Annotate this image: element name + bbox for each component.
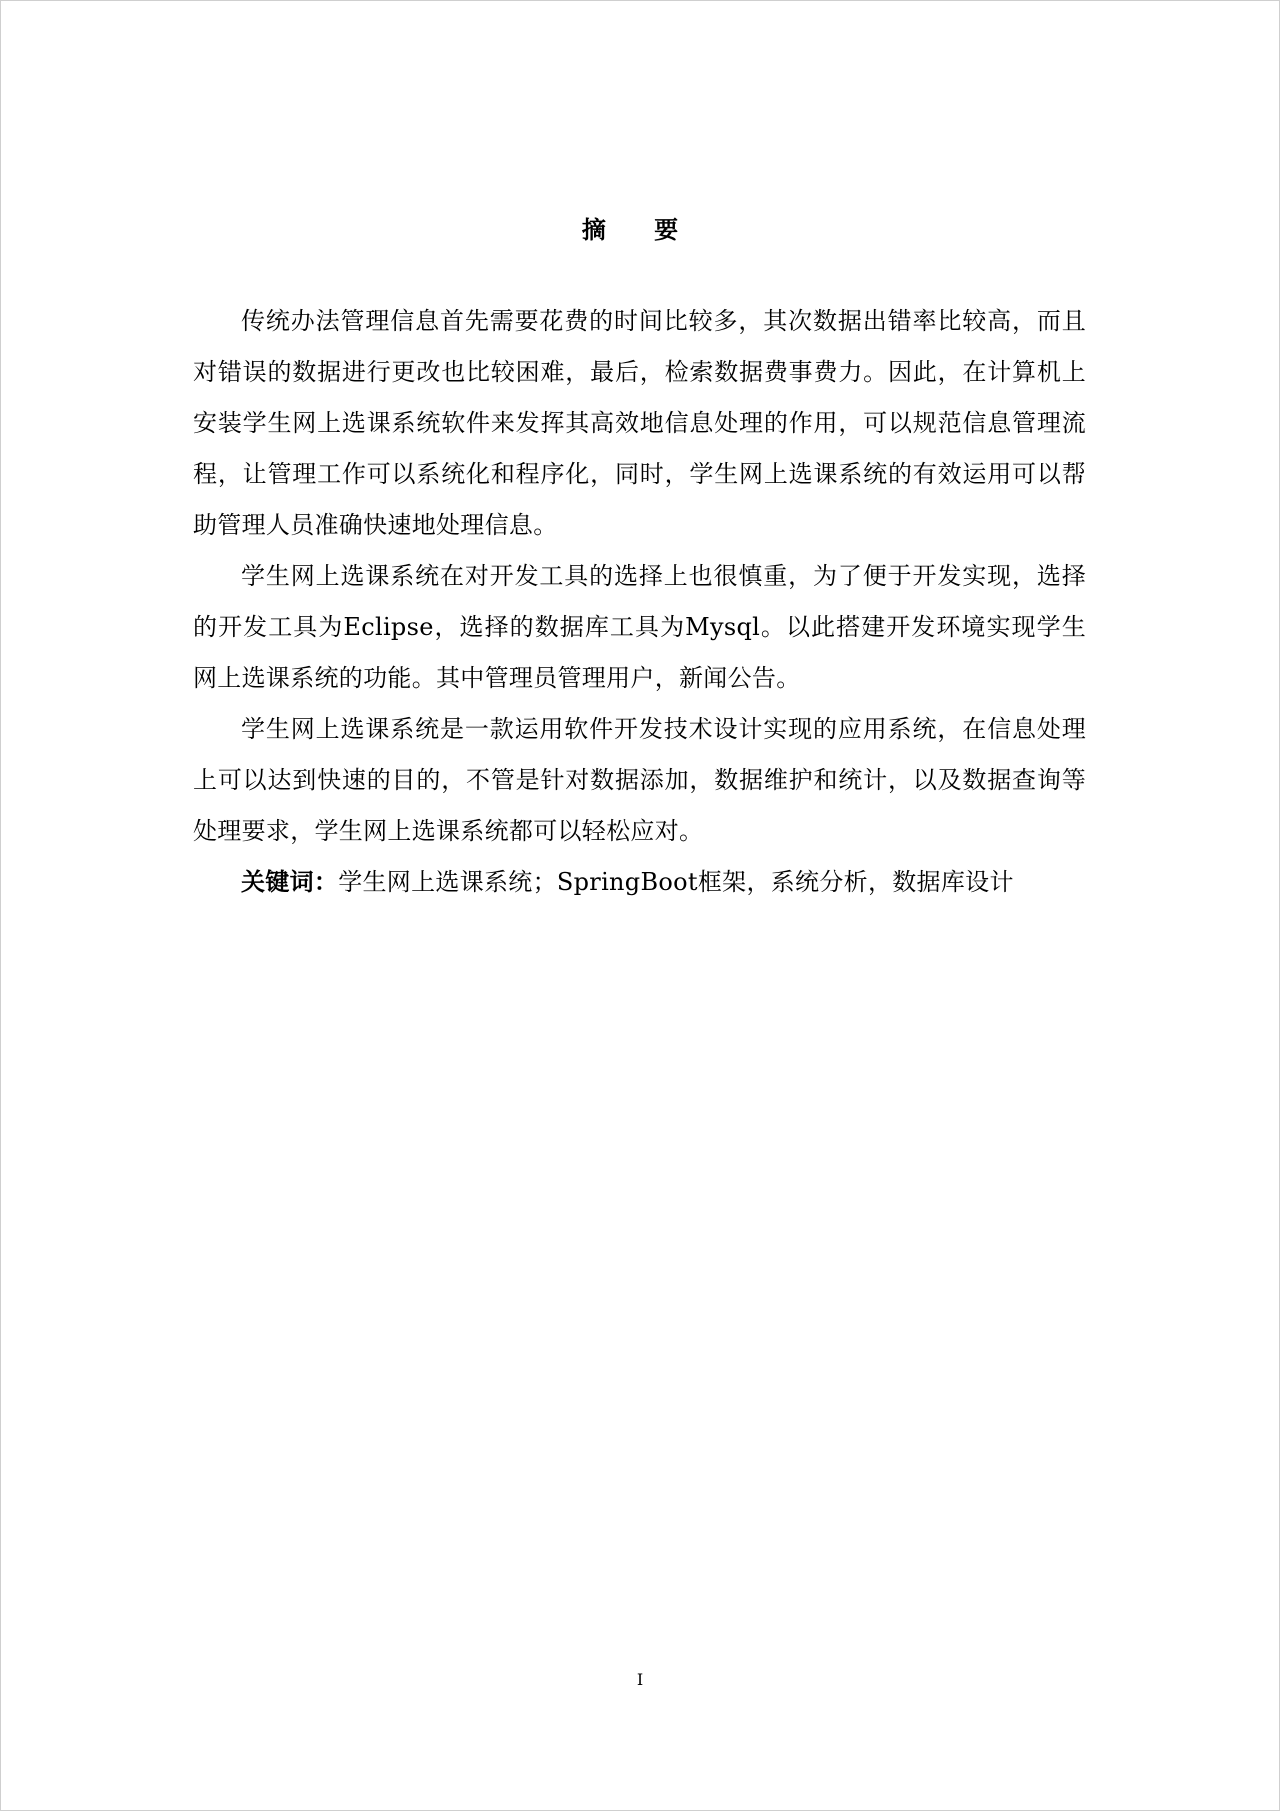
- keywords-line: [193, 857, 1086, 908]
- abstract-title: 摘 要: [581, 216, 699, 244]
- keywords-label: 关键词：: [241, 868, 339, 896]
- abstract-paragraph-2: 学生网上选课系统在对开发工具的选择上也很慎重，为了便于开发实现，选择的开发工具为Eclipse，选择的数据库工具为Mysql。以此搭建开发环境实现学生网上选课系统的功能。其中管理员管理用户，新闻公告。: [193, 562, 1086, 692]
- abstract-paragraph-3: 学生网上选课系统是一款运用软件开发技术设计实现的应用系统，在信息处理上可以达到快速的目的，不管是针对数据添加，数据维护和统计，以及数据查询等处理要求，学生网上选课系统都可以轻松应对。: [193, 715, 1086, 845]
- keywords-text: 学生网上选课系统；SpringBoot框架，系统分析，数据库设计: [338, 868, 1014, 896]
- abstract-paragraph-1: 传统办法管理信息首先需要花费的时间比较多，其次数据出错率比较高，而且对错误的数据进行更改也比较困难，最后，检索数据费事费力。因此，在计算机上安装学生网上选课系统软件来发挥其高效地信息处理的作用，可以规范信息管理流程，让管理工作可以系统化和程序化，同时，学生网上选课系统的有效运用可以帮助管理人员准确快速地处理信息。: [193, 307, 1086, 539]
- abstract-body: [193, 296, 1086, 908]
- page-number: I: [636, 1670, 644, 1689]
